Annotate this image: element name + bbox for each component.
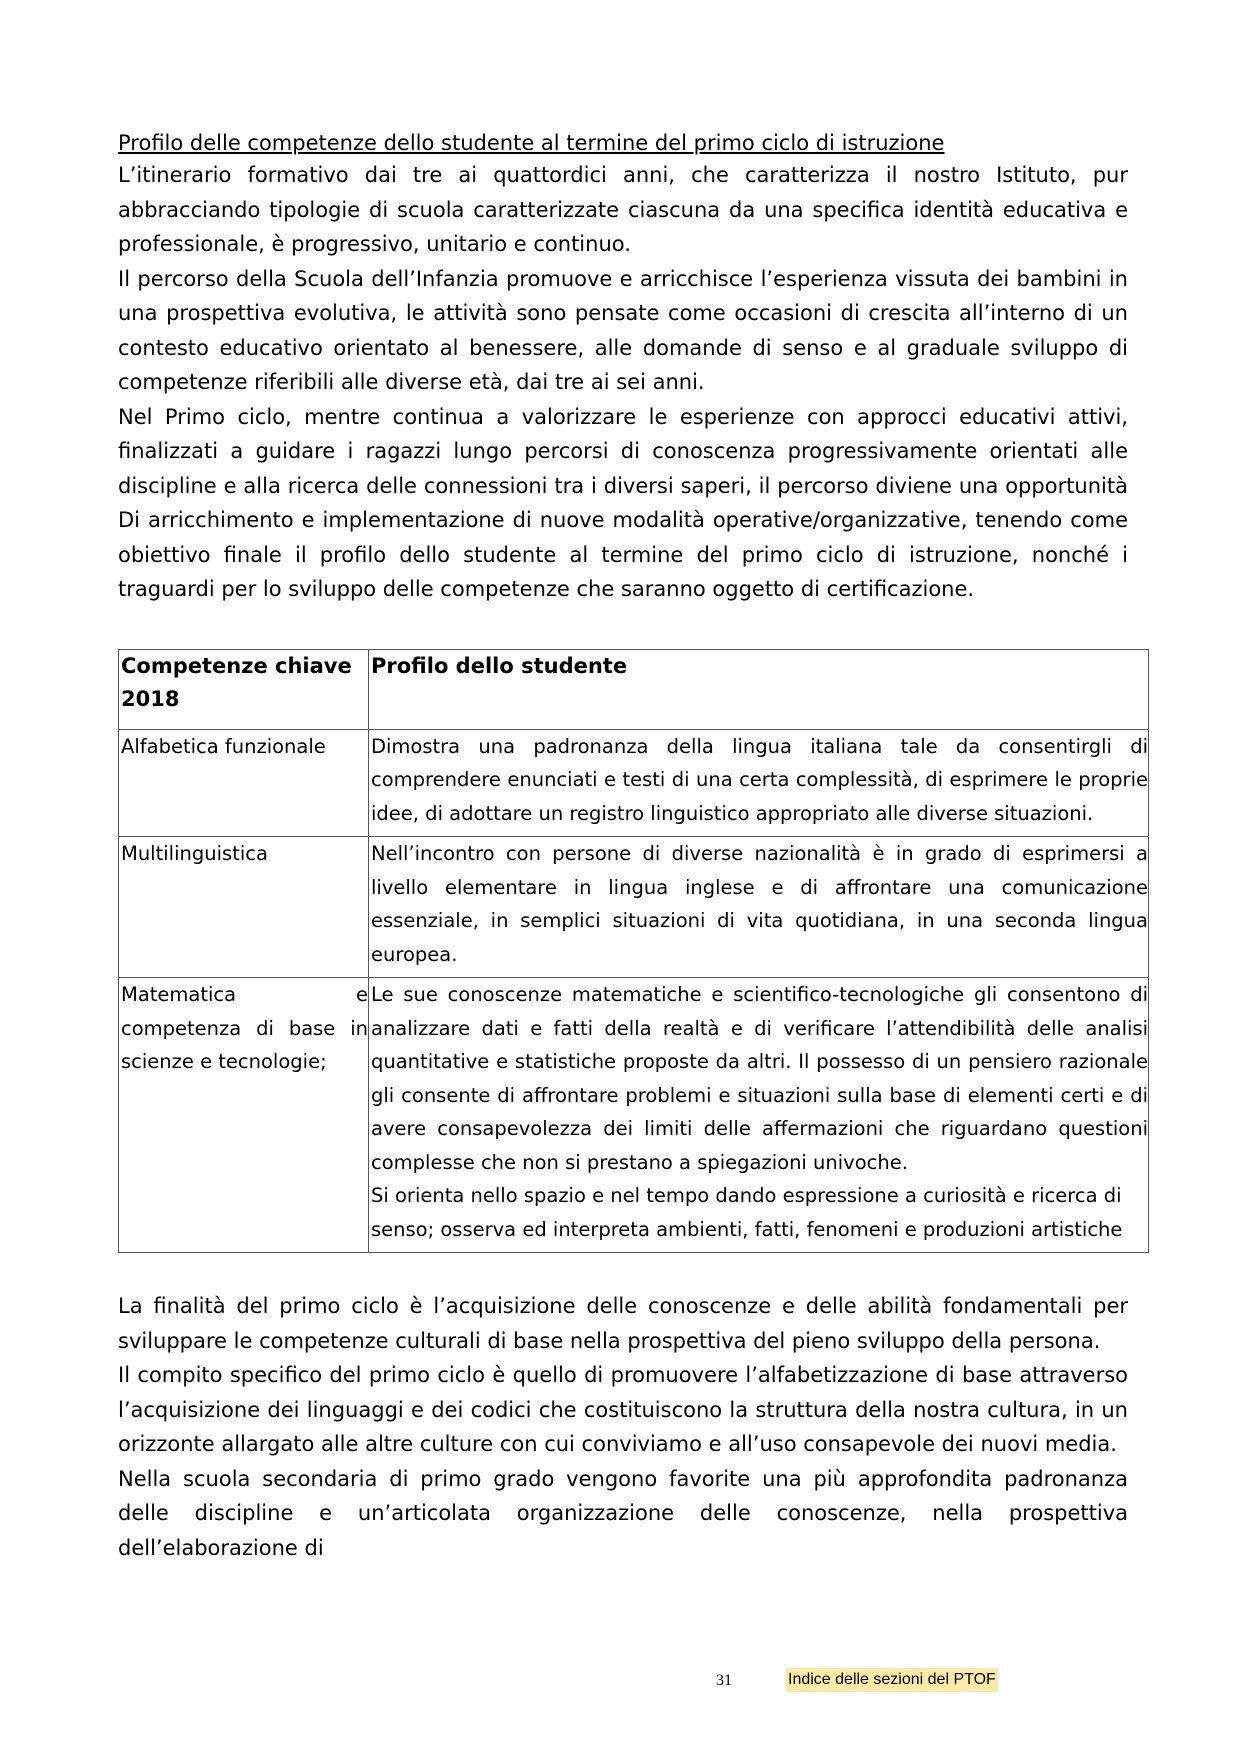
document-page — [118, 128, 1148, 1565]
page-footer — [0, 1668, 1243, 1698]
profilo-text: Dimostra una padronanza della lingua italiana tale da consentirgli di comprendere enunciati e testi di una certa complessità, di esprimere le proprie idee, di adottare un registro linguistico appropriato alle diverse situazioni. — [371, 734, 1148, 825]
profilo-cell — [369, 978, 1149, 1253]
intro-text — [118, 158, 1128, 607]
closing-paragraph-1: La finalità del primo ciclo è l’acquisizione delle conoscenze e delle abilità fondamentali per sviluppare le competenze culturali di base nella prospettiva del pieno sviluppo della persona. — [118, 1294, 1128, 1353]
closing-paragraph-3: Nella scuola secondaria di primo grado vengono favorite una più approfondita padronanza delle discipline e un’articolata organizzazione delle conoscenze, nella prospettiva dell’elaborazione di — [118, 1466, 1128, 1560]
profilo-text: Si orienta nello spazio e nel tempo dando espressione a curiosità e ricerca di senso; osserva ed interpreta ambienti, fatti, fenomeni e produzioni artistiche — [371, 1184, 1123, 1241]
profilo-text: Le sue conoscenze matematiche e scientifico-tecnologiche gli consentono di analizzare dati e fatti della realtà e di verificare l’attendibilità delle analisi quantitative e statistiche proposte da altri. Il possesso di un pensiero razionale gli consente di affrontare problemi e situazioni sulla base di elementi certi e di avere consapevolezza dei limiti delle affermazioni che riguardano questioni complesse che non si prestano a spiegazioni univoche. — [371, 983, 1148, 1174]
competenza-cell: Alfabetica funzionale — [119, 729, 369, 837]
header-competenze-chiave: Competenze chiave 2018 — [119, 649, 369, 729]
table-row — [119, 978, 1149, 1253]
table-row — [119, 837, 1149, 978]
competenza-cell: Matematica e competenza di base in scienze e tecnologie; — [119, 978, 369, 1253]
profilo-cell — [369, 729, 1149, 837]
intro-paragraph-2: Il percorso della Scuola dell’Infanzia promuove e arricchisce l’esperienza vissuta dei bambini in una prospettiva evolutiva, le attività sono pensate come occasioni di crescita all’interno di un contesto educativo orientato al benessere, alle domande di senso e al graduale sviluppo di competenze riferibili alle diverse età, dai tre ai sei anni. — [118, 266, 1128, 394]
intro-paragraph-3: Nel Primo ciclo, mentre continua a valorizzare le esperienze con approcci educativi attivi, finalizzati a guidare i ragazzi lungo percorsi di conoscenza progressivamente orientati alle discipline e alla ricerca delle connessioni tra i diversi saperi, il percorso diviene una opportunità Di arricchimento e implementazione di nuove modalità operative/organizzative, tenendo come obiettivo finale il profilo dello studente al termine del primo ciclo di istruzione, nonché i traguardi per lo sviluppo delle competenze che saranno oggetto di certificazione. — [118, 404, 1128, 601]
table-header-row — [119, 649, 1149, 729]
profilo-cell — [369, 837, 1149, 978]
competenze-table — [118, 649, 1149, 1254]
closing-text — [118, 1289, 1128, 1565]
header-profilo-studente: Profilo dello studente — [369, 649, 1149, 729]
table-row — [119, 729, 1149, 837]
intro-paragraph-1: L’itinerario formativo dai tre ai quattordici anni, che caratterizza il nostro Istituto, pur abbracciando tipologie di scuola caratterizzate ciascuna da una specifica identità educativa e professionale, è progressivo, unitario e continuo. — [118, 163, 1128, 256]
section-heading: Profilo delle competenze dello studente al termine del primo ciclo di istruzione — [118, 131, 945, 155]
closing-paragraph-2: Il compito specifico del primo ciclo è quello di promuovere l’alfabetizzazione di base attraverso l’acquisizione dei linguaggi e dei codici che costituiscono la struttura della nostra cultura, in un orizzonte allargato alle altre culture con cui conviviamo e all’uso consapevole dei nuovi media. — [118, 1363, 1128, 1456]
competenza-cell: Multilinguistica — [119, 837, 369, 978]
page-number: 31 — [716, 1672, 732, 1689]
index-link[interactable]: Indice delle sezioni del PTOF — [786, 1668, 998, 1692]
profilo-text: Nell’incontro con persone di diverse nazionalità è in grado di esprimersi a livello elementare in lingua inglese e di affrontare una comunicazione essenziale, in semplici situazioni di vita quotidiana, in una seconda lingua europea. — [371, 842, 1148, 966]
